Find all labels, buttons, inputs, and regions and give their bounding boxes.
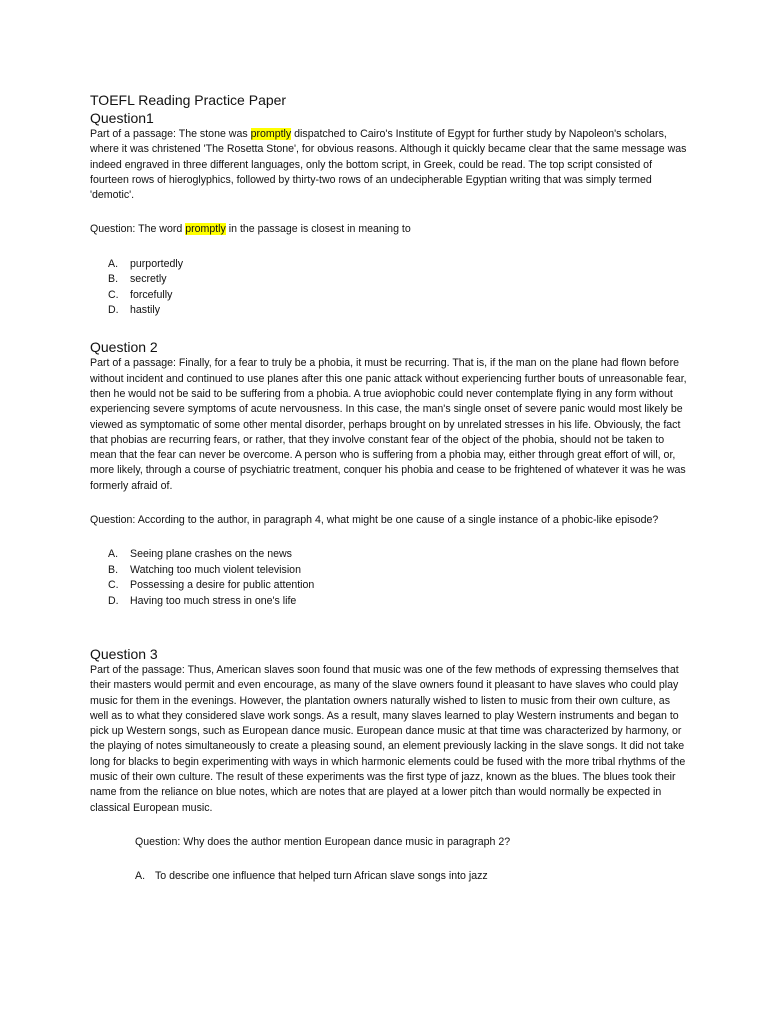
- option-text: forcefully: [130, 288, 173, 301]
- question-1-options: [90, 257, 690, 319]
- passage-text: Part of a passage: The stone was: [90, 128, 251, 140]
- passage-text: dispatched to Cairo's Institute of Egypt for further study by Napoleon's scholars, where it was christened 'The Rosetta Stone', for obvious reasons. Although it quickly became clear that the same message was indeed engraved in three different languages, only the bottom script, in Greek, could be read. The top script consisted of fourteen rows of hieroglyphics, followed by thirty-two rows of an undecipherable Egyptian writing that was simply termed 'demotic'.: [90, 128, 687, 202]
- option-text: purportedly: [130, 257, 183, 270]
- question-3: [90, 646, 690, 885]
- option-text: Watching too much violent television: [130, 563, 301, 576]
- question-2-options: [90, 547, 690, 609]
- question-text: Question: The word: [90, 223, 186, 236]
- option-a: [90, 257, 690, 272]
- option-d: [90, 594, 690, 609]
- option-c: [90, 578, 690, 593]
- option-a: [90, 547, 690, 562]
- question-2-prompt: Question: According to the author, in paragraph 4, what might be one cause of a single instance of a phobic-like episode?: [90, 514, 659, 527]
- question-1-passage: [90, 127, 690, 203]
- question-3-prompt: Question: Why does the author mention European dance music in paragraph 2?: [135, 835, 511, 848]
- option-letter: A.: [108, 548, 119, 561]
- question-text: in the passage is closest in meaning to: [225, 223, 411, 236]
- option-c: [90, 288, 690, 303]
- highlighted-word: promptly: [250, 128, 292, 140]
- option-text: hastily: [130, 304, 161, 316]
- question-2: [90, 339, 690, 609]
- option-text: Possessing a desire for public attention: [130, 579, 315, 592]
- question-2-passage: Part of a passage: Finally, for a fear to truly be a phobia, it must be recurring. That is, if the man on the plane had flown before without incident and continued to use planes after this one panic attack without experiencing further bouts of unreasonable fear, then he would not be said to be suffering from a phobia. A true aviophobic could never contemplate flying in any form without experiencing severe symptoms of acute nervousness. In this case, the man's single onset of severe panic would most likely be viewed as symptomatic of some other mental disorder, perhaps brought on by unrelated stresses in his life. Obviously, the fact that phobias are recurring fears, or rather, that they involve constant fear of the object of the phobia, should not be taken to mean that the fear can never be overcome. A person who is suffering from a phobia may, either through great effort of will, or, more likely, through a course of psychiatric treatment, conquer his phobia and cease to be frightened of whatever it was he was formerly afraid of.: [90, 357, 687, 492]
- option-letter: C.: [108, 579, 119, 592]
- option-text: To describe one influence that helped turn African slave songs into jazz: [155, 870, 488, 883]
- question-1: [90, 110, 690, 318]
- option-text: Having too much stress in one's life: [130, 594, 297, 607]
- question-3-heading: Question 3: [90, 646, 158, 662]
- option-text: Seeing plane crashes on the news: [130, 548, 292, 561]
- option-letter: A.: [108, 257, 119, 270]
- document-content: [90, 92, 690, 885]
- question-2-heading: Question 2: [90, 339, 158, 356]
- option-text: secretly: [130, 273, 167, 286]
- page-title: TOEFL Reading Practice Paper: [90, 92, 287, 108]
- option-b: [90, 563, 690, 578]
- option-a: [90, 869, 690, 884]
- question-3-passage: Part of the passage: Thus, American slaves soon found that music was one of the few methods of expressing themselves that their masters would permit and even encourage, as many of the slave owners found it pleasant to have slaves who could play music for them in the evenings. However, the plantation owners naturally wished to listen to music from their own culture, as well as to what they considered slave work songs. As a result, many slaves learned to play Western instruments and began to pick up Western songs, such as European dance music. European dance music at that time was characterized by harmony, or the playing of notes simultaneously to create a pleasing sound, an element previously lacking in the slave songs. It did not take long for blacks to begin experimenting with ways in which harmonic elements could be fused with the more tribal rhythms of the music of their own culture. The result of these experiments was the first type of jazz, known as the blues. The blues took their name from the reliance on blue notes, which are notes that are played at a lower pitch than would normally be expected in classical European music.: [90, 664, 686, 814]
- question-1-prompt: [90, 222, 690, 237]
- option-b: [90, 272, 690, 287]
- option-letter: A.: [135, 870, 146, 883]
- option-letter: B.: [108, 563, 119, 576]
- option-letter: B.: [108, 273, 119, 286]
- highlighted-word: promptly: [185, 223, 226, 236]
- option-letter: D.: [108, 304, 119, 316]
- option-d: [90, 303, 690, 318]
- option-letter: D.: [108, 594, 119, 607]
- question-1-heading: Question1: [90, 110, 154, 126]
- question-3-options: [90, 869, 690, 884]
- option-letter: C.: [108, 288, 119, 301]
